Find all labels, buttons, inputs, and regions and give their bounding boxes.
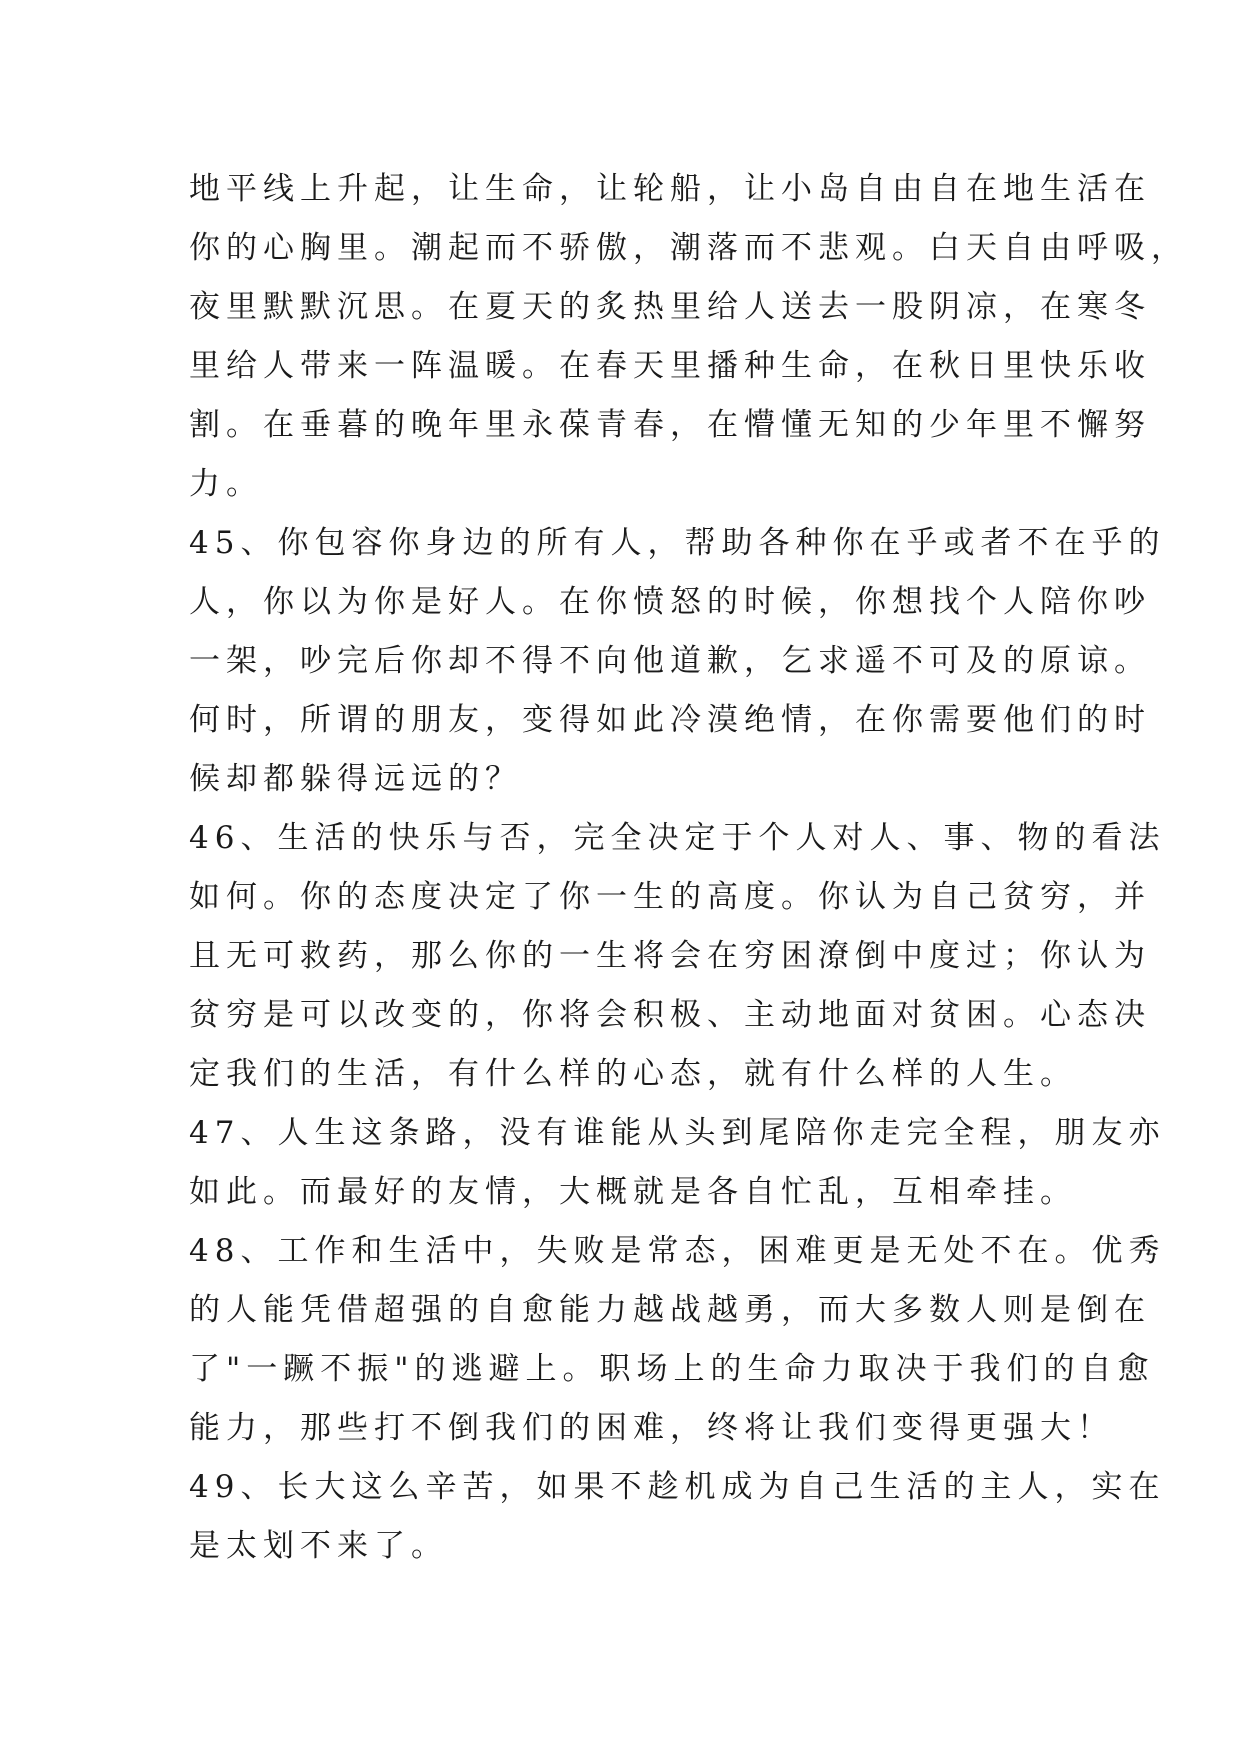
text-line: 一架，吵完后你却不得不向他道歉，乞求遥不可及的原谅。: [189, 643, 1151, 679]
text-line: 何时，所谓的朋友，变得如此冷漠绝情，在你需要他们的时: [189, 702, 1151, 738]
text-line: 了"一蹶不振"的逃避上。职场上的生命力取决于我们的自愈: [189, 1351, 1155, 1387]
text-line: 如何。你的态度决定了你一生的高度。你认为自己贫穷，并: [189, 879, 1151, 915]
text-line: 候却都躲得远远的？: [189, 761, 522, 797]
text-line: 地平线上升起，让生命，让轮船，让小岛自由自在地生活在: [189, 171, 1151, 207]
text-line: 力。: [189, 466, 263, 502]
text-line: 人，你以为你是好人。在你愤怒的时候，你想找个人陪你吵: [189, 584, 1151, 620]
text-line: 是太划不来了。: [189, 1528, 448, 1564]
text-line: 且无可救药，那么你的一生将会在穷困潦倒中度过；你认为: [189, 938, 1151, 974]
text-line: 的人能凭借超强的自愈能力越战越勇，而大多数人则是倒在: [189, 1292, 1151, 1328]
text-line: 你的心胸里。潮起而不骄傲，潮落而不悲观。白天自由呼吸，: [189, 230, 1188, 266]
text-line: 如此。而最好的友情，大概就是各自忙乱，互相牵挂。: [189, 1174, 1077, 1210]
body-text: [189, 160, 1188, 1576]
text-line: 48、工作和生活中，失败是常态，困难更是无处不在。优秀: [189, 1233, 1166, 1269]
text-line: 定我们的生活，有什么样的心态，就有什么样的人生。: [189, 1056, 1077, 1092]
text-line: 46、生活的快乐与否，完全决定于个人对人、事、物的看法: [189, 820, 1166, 856]
text-line: 里给人带来一阵温暖。在春天里播种生命，在秋日里快乐收: [189, 348, 1151, 384]
text-line: 贫穷是可以改变的，你将会积极、主动地面对贫困。心态决: [189, 997, 1151, 1033]
text-line: 45、你包容你身边的所有人，帮助各种你在乎或者不在乎的: [189, 525, 1166, 561]
text-line: 能力，那些打不倒我们的困难，终将让我们变得更强大！: [189, 1410, 1114, 1446]
text-line: 49、长大这么辛苦，如果不趁机成为自己生活的主人，实在: [189, 1469, 1166, 1505]
text-line: 夜里默默沉思。在夏天的炙热里给人送去一股阴凉，在寒冬: [189, 289, 1151, 325]
text-line: 47、人生这条路，没有谁能从头到尾陪你走完全程，朋友亦: [189, 1115, 1166, 1151]
text-line: 割。在垂暮的晚年里永葆青春，在懵懂无知的少年里不懈努: [189, 407, 1151, 443]
